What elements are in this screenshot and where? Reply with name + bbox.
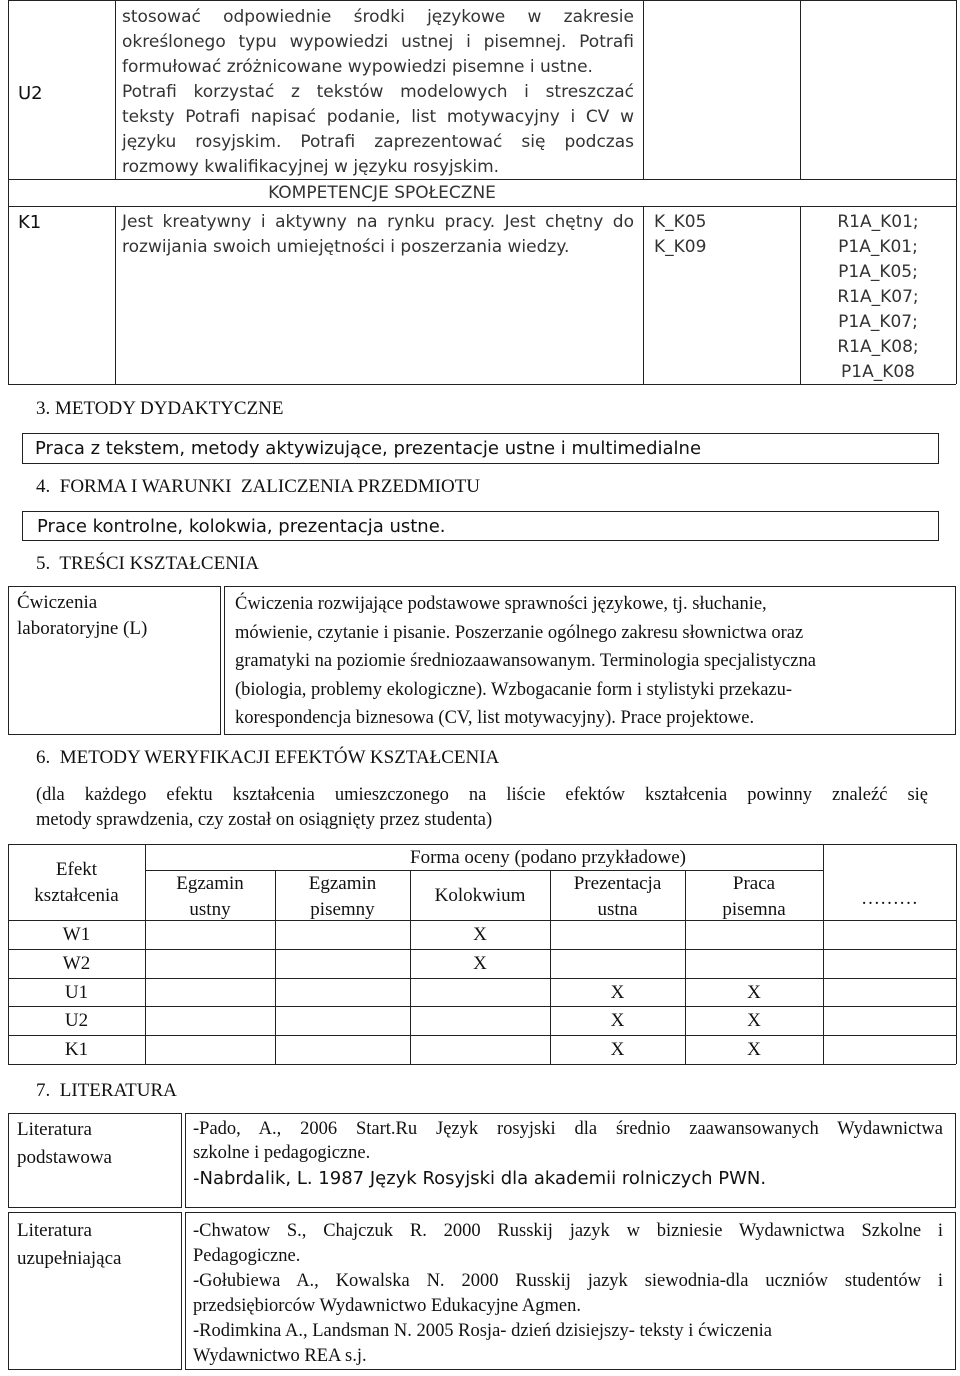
header-line: Egzamin: [308, 873, 377, 894]
row-w1-mark-colloquium: X: [473, 924, 487, 945]
literature-basic-content: [193, 1117, 943, 1193]
text-line: stosować odpowiednie środki językowe w zakresie: [122, 7, 634, 27]
area-effect: P1A_K08: [841, 362, 915, 382]
competences-header: KOMPETENCJE SPOŁECZNE: [268, 183, 496, 203]
text-line: Ćwiczenia rozwijające podstawowe sprawności językowe, tj. słuchanie,: [235, 594, 767, 614]
column-header-oral-exam: [145, 871, 275, 923]
literature-basic-label-box: [8, 1113, 182, 1208]
directional-effects: [654, 210, 706, 260]
row-effect-w1: W1: [62, 924, 91, 945]
header-line: pisemna: [722, 899, 786, 920]
header-line: ustny: [189, 899, 231, 920]
literature-supplementary-label-box: [8, 1212, 182, 1370]
section-5-label-box: [8, 586, 221, 735]
text-line: mówienie, czytanie i pisanie. Poszerzanie ogólnego zakresu słownictwa oraz: [235, 622, 804, 643]
text-line: gramatyki na poziomie średniozaawansowanym. Terminologia specjalistyczna: [235, 651, 816, 672]
row-effect-w2: W2: [62, 953, 91, 974]
text-line: rozmowy kwalifikacyjnej w języku rosyjskim.: [122, 157, 500, 177]
text-line: teksty Potrafi napisać podanie, list motywacyjny i CV w: [122, 107, 634, 127]
directional-effect: K_K05: [654, 212, 707, 232]
literature-supplementary-content-box: [185, 1212, 956, 1370]
area-effect: R1A_K07;: [837, 287, 919, 307]
area-effect: P1A_K01;: [838, 237, 918, 257]
label-line: Literatura: [17, 1220, 92, 1241]
row-k1-mark-presentation: X: [610, 1039, 625, 1060]
header-line: Egzamin: [176, 873, 244, 894]
text-line: -Rodimkina A., Landsman N. 2005 Rosja- dzień dzisiejszy- teksty i ćwiczenia: [193, 1321, 773, 1341]
text-line: rozwijania swoich umiejętności i poszerzania wiedzy.: [122, 237, 570, 257]
literature-supplementary-content: [193, 1219, 943, 1369]
text-line: Pedagogiczne.: [193, 1246, 301, 1266]
text-line: formułować zróżnicowane wypowiedzi pisemne i ustne.: [122, 57, 593, 77]
text-line: -Pado, A., 2006 Start.Ru Język rosyjski dla średnio zaawansowanych Wydawnictwa: [193, 1119, 943, 1139]
text-line: języku rosyjskim. Potrafi zaprezentować się podczas: [122, 132, 634, 152]
header-line: kształcenia: [34, 885, 119, 906]
section-3-content-box: [22, 433, 939, 464]
row-k1-mark-written-work: X: [747, 1039, 761, 1060]
column-header-oral-presentation: [550, 871, 685, 923]
header-line: ustna: [597, 899, 638, 920]
outcome-k1-description: [122, 210, 634, 260]
text-line: Potrafi korzystać z tekstów modelowych i streszczać: [122, 82, 634, 102]
outcome-code-k1: K1: [18, 212, 42, 233]
text-line: szkolne i pedagogiczne.: [193, 1143, 371, 1163]
header-line: Praca: [732, 873, 776, 894]
area-effect: R1A_K08;: [837, 337, 919, 357]
text-line: Jest kreatywny i aktywny na rynku pracy. Jest chętny do: [122, 212, 634, 232]
label-line: podstawowa: [17, 1147, 112, 1168]
area-effect: P1A_K05;: [838, 262, 918, 282]
literature-basic-label: [17, 1116, 112, 1172]
column-header-written-exam: [275, 871, 410, 923]
effect-column-header: [8, 857, 145, 909]
column-header-colloquium: Kolokwium: [434, 885, 526, 906]
row-u1-mark-presentation: X: [610, 982, 625, 1003]
section-3-heading: 3. METODY DYDAKTYCZNE: [36, 398, 284, 419]
row-effect-k1: K1: [64, 1039, 89, 1060]
header-line: Efekt: [55, 859, 98, 880]
section-4-content: Prace kontrolne, kolokwia, prezentacja ustne.: [37, 516, 446, 537]
area-effects: [800, 210, 956, 385]
row-w2-mark-colloquium: X: [473, 953, 487, 974]
header-line: Prezentacja: [573, 873, 662, 894]
section-7-heading: 7. LITERATURA: [36, 1080, 177, 1101]
text-line: określonego typu wypowiedzi ustnej i pisemnej. Potrafi: [122, 32, 634, 52]
assessment-group-header: Forma oceny (podano przykładowe): [410, 847, 686, 868]
text-line: (dla każdego efektu kształcenia umieszczonego na liście efektów kształcenia powinny znaleźć się: [36, 785, 928, 805]
directional-effect: K_K09: [654, 237, 707, 257]
text-line: -Gołubiewa A., Kowalska N. 2000 Russkij jazyk siewodnia-dla uczniów studentów i: [193, 1271, 943, 1291]
text-line: metody sprawdzenia, czy został on osiągnięty przez studenta): [36, 810, 493, 830]
literature-basic-content-box: [185, 1113, 956, 1208]
row-effect-u2: U2: [64, 1010, 89, 1031]
text-line: -Chwatow S., Chajczuk R. 2000 Russkij jazyk w bizniesie Wydawnictwa Szkolne i: [193, 1221, 943, 1241]
label-line: Ćwiczenia: [17, 592, 98, 613]
outcome-code-u2: U2: [18, 83, 43, 104]
header-line: pisemny: [310, 899, 375, 920]
row-effect-u1: U1: [64, 982, 89, 1003]
area-effect: R1A_K01;: [837, 212, 919, 232]
section-5-content-box: [224, 586, 956, 735]
text-line: Wydawnictwo REA s.j.: [193, 1346, 367, 1366]
section-6-heading: 6. METODY WERYFIKACJI EFEKTÓW KSZTAŁCENIA: [36, 747, 500, 768]
section-5-label: [17, 590, 147, 642]
text-line: (biologia, problemy ekologiczne). Wzbogacanie form i stylistyki przekazu-: [235, 679, 793, 700]
section-4-heading: 4. FORMA I WARUNKI ZALICZENIA PRZEDMIOTU: [36, 476, 481, 497]
section-5-content: [235, 590, 816, 733]
text-line: przedsiębiorców Wydawnictwo Edukacyjne Agmen.: [193, 1296, 581, 1316]
text-line: korespondencja biznesowa (CV, list motywacyjny). Prace projektowe.: [235, 708, 755, 729]
area-effect: P1A_K07;: [838, 312, 918, 332]
label-line: Literatura: [17, 1119, 92, 1140]
outcome-u2-description: [122, 5, 634, 180]
row-u1-mark-written-work: X: [747, 982, 761, 1003]
row-u2-mark-written-work: X: [747, 1010, 761, 1031]
row-u2-mark-presentation: X: [610, 1010, 625, 1031]
label-line: laboratoryjne (L): [17, 618, 148, 639]
section-6-intro: [36, 783, 928, 833]
column-header-other: ………: [861, 888, 918, 909]
label-line: uzupełniająca: [17, 1248, 122, 1269]
literature-supplementary-label: [17, 1217, 121, 1273]
column-header-written-work: [685, 871, 823, 923]
section-4-content-box: [22, 511, 939, 541]
section-5-heading: 5. TREŚCI KSZTAŁCENIA: [36, 553, 259, 574]
text-line: -Nabrdalik, L. 1987 Język Rosyjski dla akademii rolniczych PWN.: [193, 1168, 767, 1189]
section-3-content: Praca z tekstem, metody aktywizujące, prezentacje ustne i multimedialne: [35, 438, 702, 459]
